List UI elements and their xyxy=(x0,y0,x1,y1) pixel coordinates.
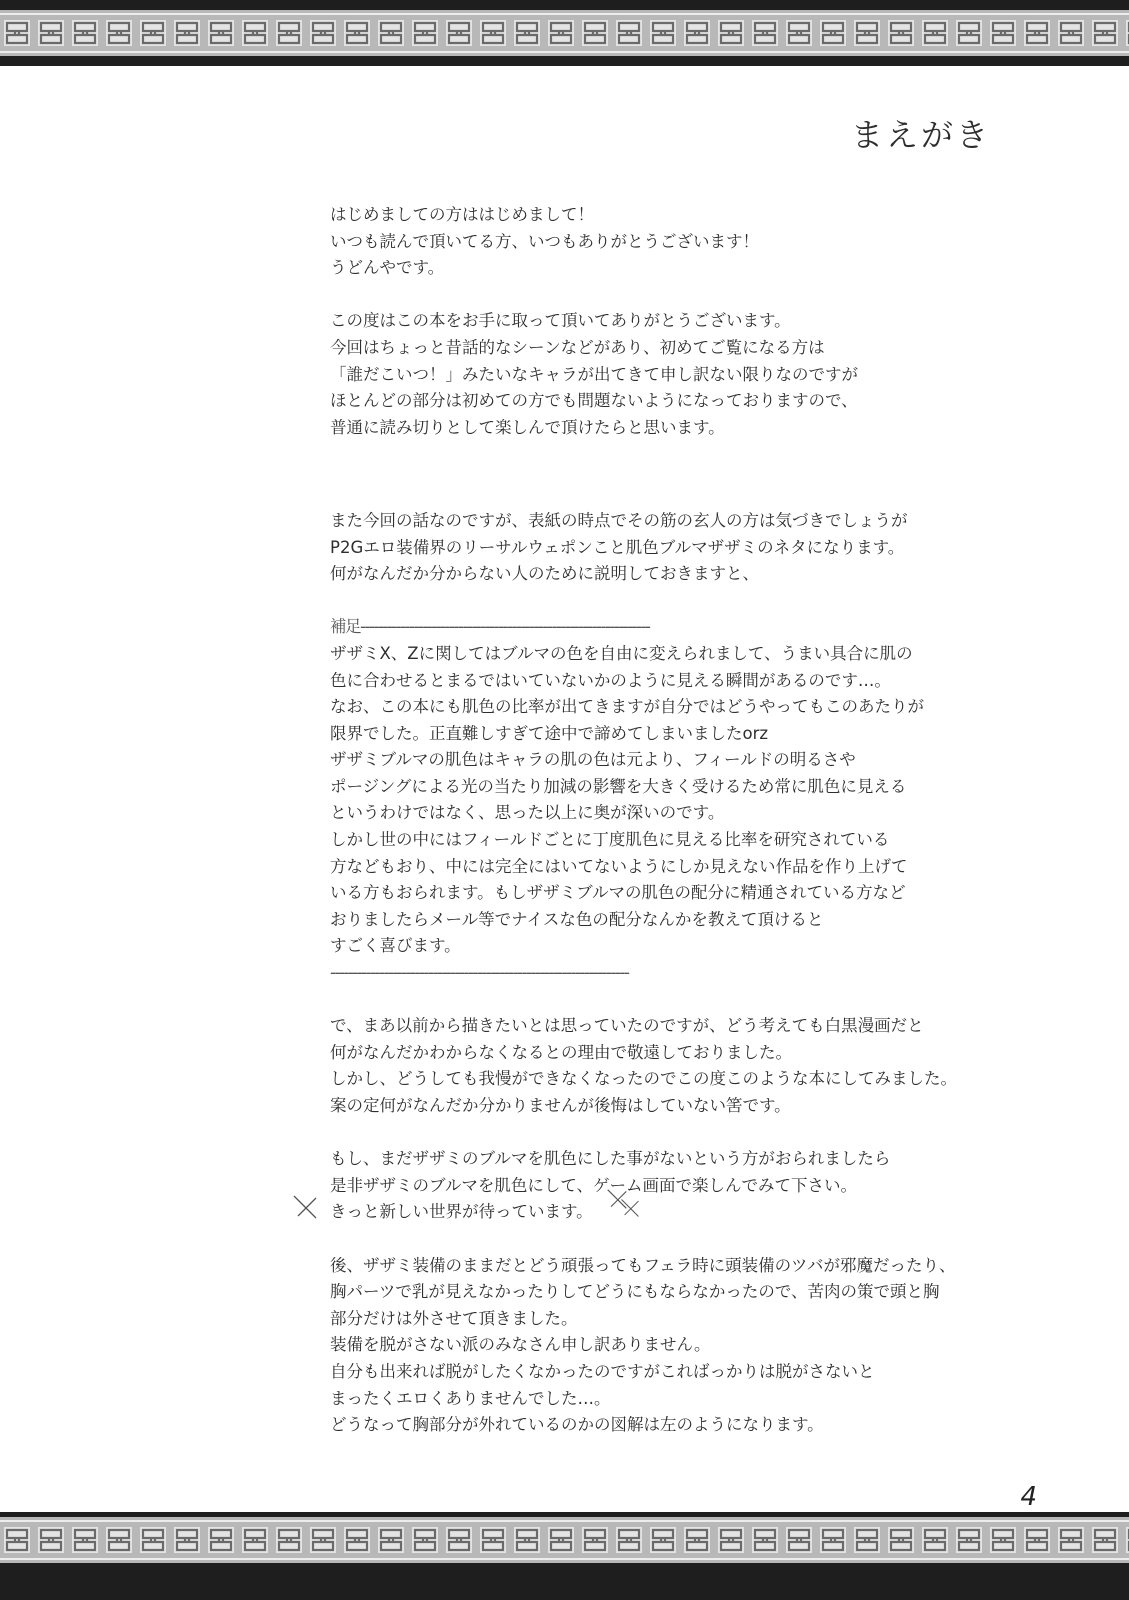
text-line: 部分だけは外させて頂きました。 xyxy=(330,1308,578,1328)
note-line: 色に合わせるとまるではいていないかのように見える瞬間があるのです…。 xyxy=(330,670,891,690)
text-line: きっと新しい世界が待っています。 xyxy=(330,1202,593,1222)
paragraph-motivation xyxy=(330,1013,1030,1119)
sparkle-cross-icon xyxy=(620,1198,640,1218)
note-footer: ------------------------------------------------------------------- xyxy=(330,963,629,983)
bottom-decorative-border xyxy=(0,1512,1129,1600)
page-title: まえがき xyxy=(850,116,991,154)
paragraph-equipment xyxy=(330,1253,1030,1439)
text-line: 装備を脱がさない派のみなさん申し訳ありません。 xyxy=(330,1335,711,1355)
text-line: 何がなんだか分からない人のために説明しておきますと、 xyxy=(330,564,759,584)
text-line: 自分も出来れば脱がしたくなかったのですがこればっかりは脱がさないと xyxy=(330,1361,875,1381)
meander-pattern-top xyxy=(0,10,1129,56)
text-line: 後、ザザミ装備のままだとどう頑張ってもフェラ時に頭装備のツバが邪魔だったり、 xyxy=(330,1255,956,1275)
note-line: なお、この本にも肌色の比率が出てきますが自分ではどうやってもこのあたりが xyxy=(330,697,924,717)
text-line: 普通に読み切りとして楽しんで頂けたらと思います。 xyxy=(330,417,725,437)
note-line: おりましたらメール等でナイスな色の配分なんかを教えて頂けると xyxy=(330,909,824,929)
supplement-note xyxy=(330,614,1030,986)
note-line: ザザミX、Zに関してはブルマの色を自由に変えられまして、うまい具合に肌の xyxy=(330,643,913,663)
note-line: いる方もおられます。もしザザミブルマの肌色の配分に精通されている方など xyxy=(330,883,906,903)
text-line: ほとんどの部分は初めての方でも問題ないようになっておりますので、 xyxy=(330,391,858,411)
preface-body xyxy=(330,202,1030,1439)
text-line: 是非ザザミのブルマを肌色にして、ゲーム画面で楽しんでみて下さい。 xyxy=(330,1175,858,1195)
note-line: というわけではなく、思った以上に奥が深いのです。 xyxy=(330,803,725,823)
text-line: 何がなんだかわからなくなるとの理由で敬遠しておりました。 xyxy=(330,1042,792,1062)
paragraph-recommendation xyxy=(330,1146,1030,1226)
page-number: 4 xyxy=(1020,1482,1037,1512)
note-line: 方などもおり、中には完全にはいてないようにしか見えない作品を作り上げて xyxy=(330,856,908,876)
paragraph-greeting xyxy=(330,202,1030,282)
note-line: ザザミブルマの肌色はキャラの肌の色は元より、フィールドの明るさや xyxy=(330,750,856,770)
meander-pattern-bottom xyxy=(0,1517,1129,1563)
note-line: ポージングによる光の当たり加減の影響を大きく受けるため常に肌色に見える xyxy=(330,776,907,796)
text-line: はじめましての方ははじめまして！ xyxy=(330,205,594,224)
text-line: また今回の話なのですが、表紙の時点でその筋の玄人の方は気づきでしょうが xyxy=(330,510,908,530)
top-decorative-border xyxy=(0,0,1129,66)
text-line: この度はこの本をお手に取って頂いてありがとうございます。 xyxy=(330,311,791,331)
text-line: 「誰だこいつ！」みたいなキャラが出てきて申し訳ない限りなのですが xyxy=(330,364,858,384)
paragraph-thanks xyxy=(330,308,1030,441)
text-line: で、まあ以前から描きたいとは思っていたのですが、どう考えても白黒漫画だと xyxy=(330,1016,924,1036)
text-line: 今回はちょっと昔話的なシーンなどがあり、初めてご覧になる方は xyxy=(330,337,825,357)
text-line: うどんやです。 xyxy=(330,258,445,278)
text-line: いつも読んで頂いてる方、いつもありがとうございます！ xyxy=(330,231,759,251)
text-line: まったくエロくありませんでした…。 xyxy=(330,1388,611,1408)
text-line: 案の定何がなんだか分かりませんが後悔はしていない筈です。 xyxy=(330,1096,791,1115)
text-line: もし、まだザザミのブルマを肌色にした事がないという方がおられましたら xyxy=(330,1149,891,1169)
text-line: どうなって胸部分が外れているのかの図解は左のようになります。 xyxy=(330,1415,824,1435)
text-line: 胸パーツで乳が見えなかったりしてどうにもならなかったので、苦肉の策で頭と胸 xyxy=(330,1282,940,1302)
note-header: 補足----------------------------------------------------------------- xyxy=(330,617,650,637)
note-line: すごく喜びます。 xyxy=(330,936,461,956)
note-line: 限界でした。正直難しすぎて途中で諦めてしまいましたorz xyxy=(330,723,769,743)
paragraph-topic xyxy=(330,508,1030,588)
note-line: しかし世の中にはフィールドごとに丁度肌色に見える比率を研究されている xyxy=(330,830,890,850)
text-line: しかし、どうしても我慢ができなくなったのでこの度このような本にしてみました。 xyxy=(330,1069,957,1089)
sparkle-cross-icon xyxy=(292,1194,318,1220)
text-line: P2Gエロ装備界のリーサルウェポンこと肌色ブルマザザミのネタになります。 xyxy=(330,537,905,557)
